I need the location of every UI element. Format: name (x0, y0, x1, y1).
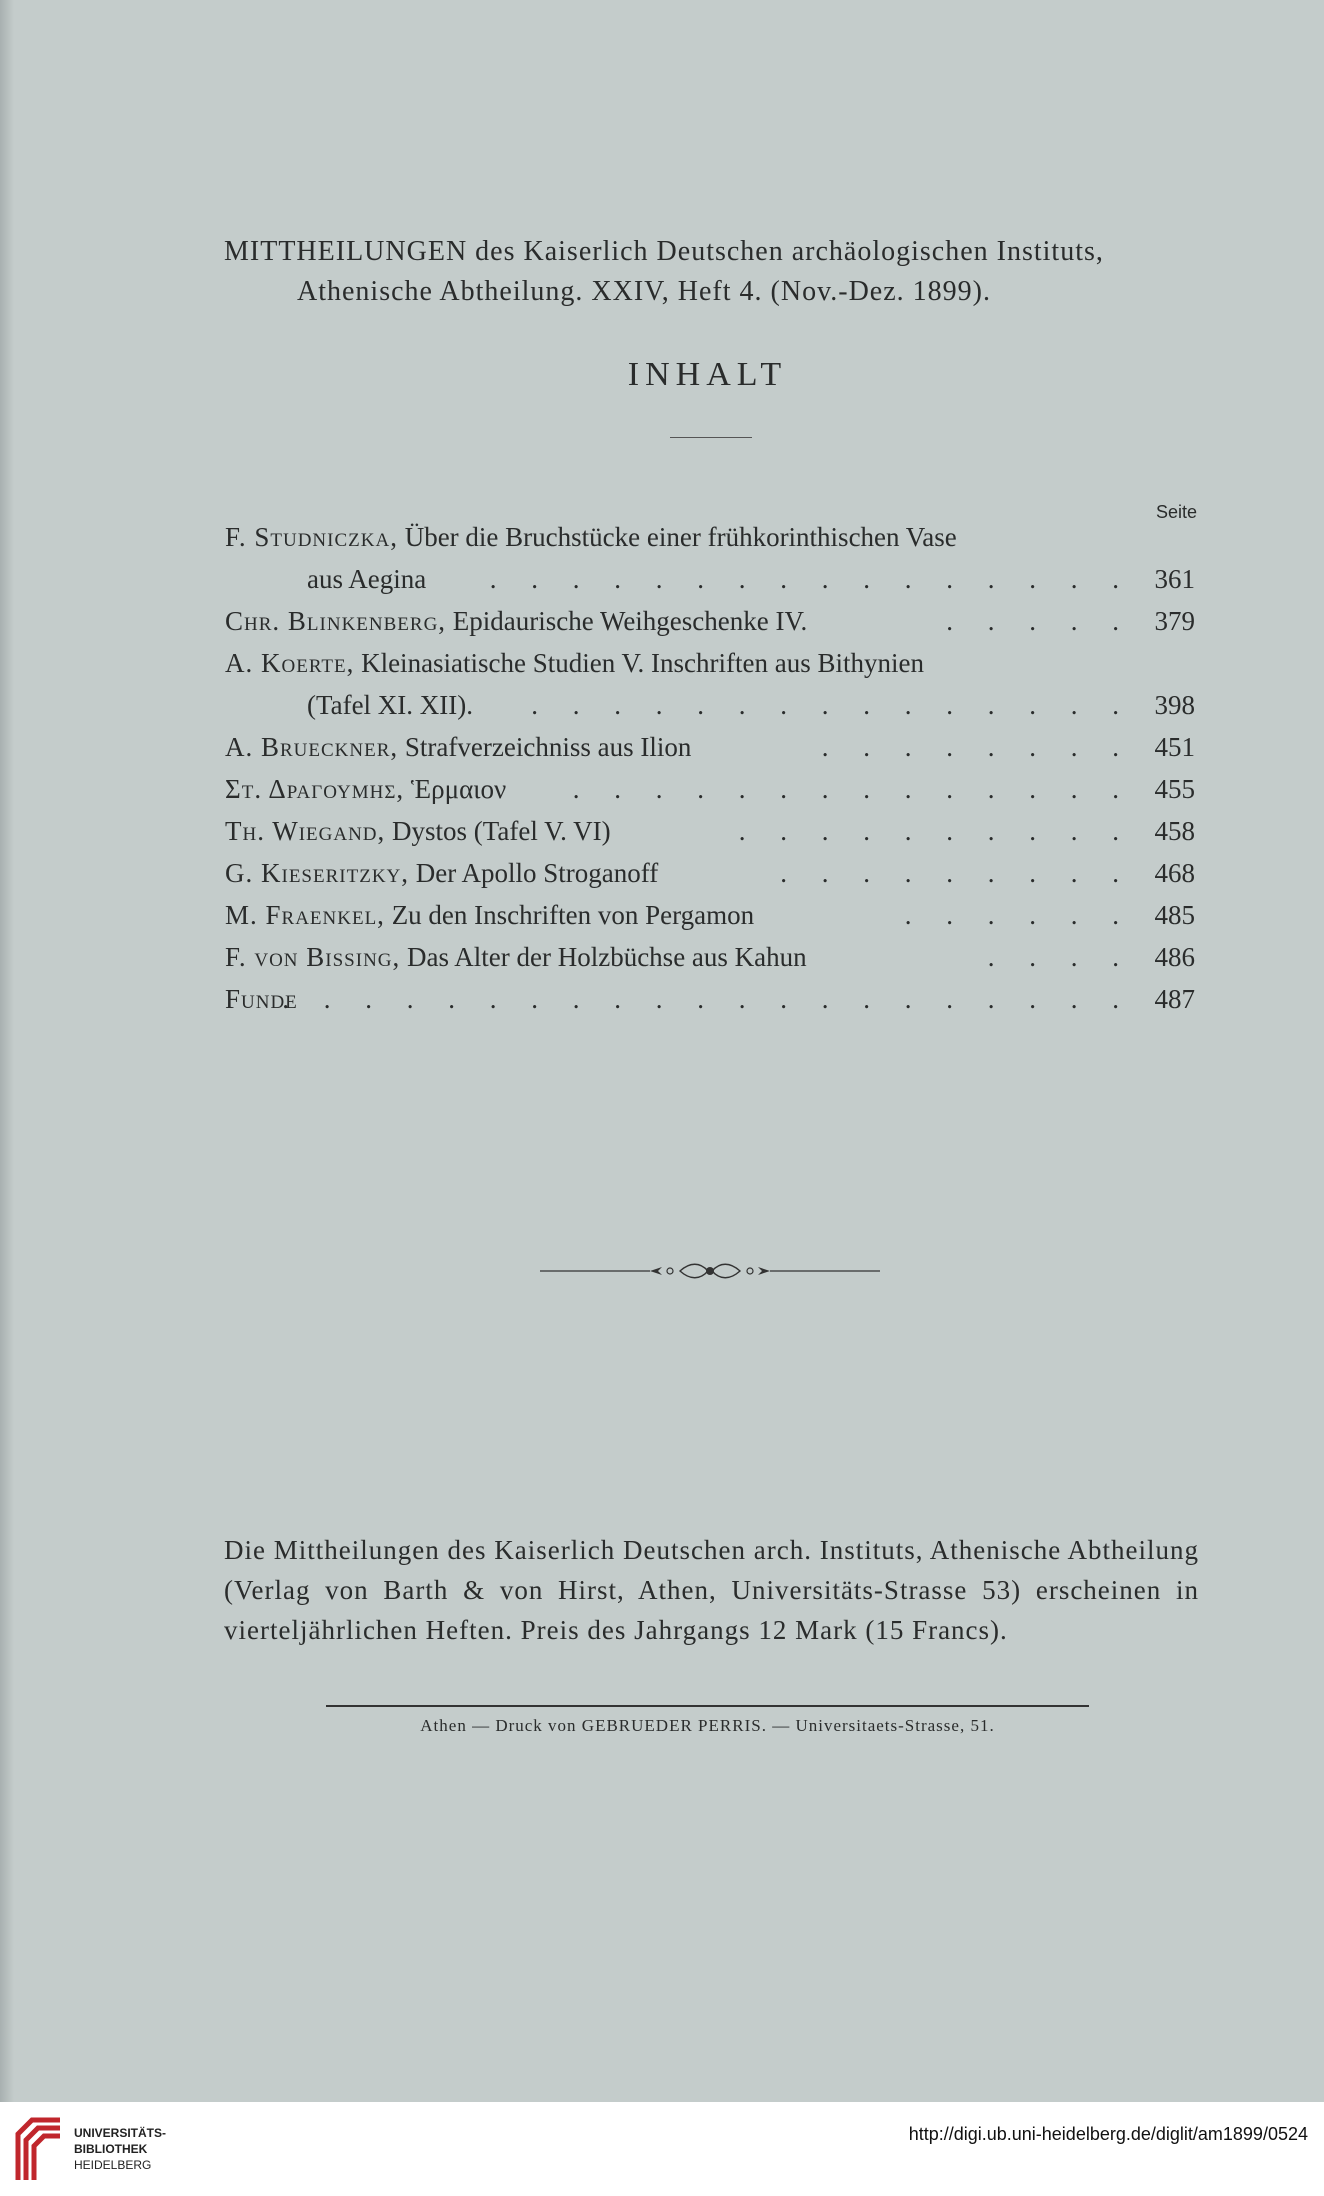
leader-dots: . . . . . (946, 606, 1133, 636)
leader-dots: . . . . . . . . . . (738, 816, 1133, 846)
title-rule (670, 437, 752, 438)
header-line-2: Athenische Abtheilung. XXIV, Heft 4. (Nov.-Dez. 1899). (297, 276, 991, 307)
header-line-1: MITTHEILUNGEN des Kaiserlich Deutschen archäologischen Instituts, (224, 236, 1104, 267)
toc-entry (225, 600, 1195, 642)
contents-title: INHALT (627, 356, 788, 393)
toc-title: Über die Bruchstücke einer frühkorinthischen Vase (397, 522, 957, 552)
toc-author: Funde (225, 984, 298, 1014)
publication-note: Die Mittheilungen des Kaiserlich Deutschen arch. Instituts, Athenische Abtheilung (Verlag von Barth & von Hirst, Athen, Universitäts-Strasse 53) erscheinen in vierteljährlichen Heften. Preis des Jahrgangs 12 Mark (15 Francs). (224, 1535, 1199, 1645)
toc-title: Das Alter der Holzbüchse aus Kahun (400, 942, 807, 972)
toc-author: Chr. Blinkenberg, (225, 606, 447, 636)
table-of-contents (225, 516, 1195, 1020)
toc-title: Zu den Inschriften von Pergamon (384, 900, 755, 930)
journal-header (224, 232, 1214, 312)
toc-title: Der Apollo Stroganoff (409, 858, 659, 888)
toc-page-number: 398 (1154, 690, 1195, 720)
toc-title: (Tafel XI. XII). (307, 690, 474, 720)
leader-dots: . . . . . . . . . (780, 858, 1133, 888)
toc-entry (225, 810, 1195, 852)
toc-entry (225, 642, 1195, 684)
toc-entry (225, 768, 1195, 810)
toc-entry (225, 726, 1195, 768)
toc-title: Kleinasiatische Studien V. Inschriften aus Bithynien (354, 648, 924, 678)
footer-rule (326, 1705, 1089, 1707)
printer-line: Athen — Druck von GEBRUEDER PERRIS. — Universitaets-Strasse, 51. (420, 1716, 995, 1735)
toc-page-number: 485 (1154, 900, 1195, 930)
leader-dots: . . . . . . . . . . . . . . . . . . . . . (282, 984, 1133, 1014)
toc-entry (225, 558, 1195, 600)
leader-dots: . . . . . . (904, 900, 1133, 930)
library-name (74, 2125, 166, 2173)
permalink-url[interactable]: http://digi.ub.uni-heidelberg.de/diglit/am1899/0524 (908, 2124, 1308, 2144)
toc-page-number: 451 (1154, 732, 1195, 762)
toc-author: M. Fraenkel, (225, 900, 385, 930)
toc-page-number: 468 (1154, 858, 1195, 888)
toc-entry (225, 936, 1195, 978)
toc-title: Strafverzeichniss aus Ilion (398, 732, 692, 762)
page-column-label: Seite (1156, 502, 1198, 522)
toc-entry (225, 978, 1195, 1020)
toc-title: Epidaurische Weihgeschenke IV. (446, 606, 808, 636)
toc-title: Ἑρμαιον (404, 774, 507, 804)
toc-author: Στ. Δραγουμης, (225, 774, 405, 804)
toc-page-number: 486 (1154, 942, 1195, 972)
toc-author: F. von Bissing, (225, 942, 401, 972)
toc-title: Dystos (Tafel V. VI) (385, 816, 611, 846)
toc-author: F. Studniczka, (225, 522, 398, 552)
toc-page-number: 458 (1154, 816, 1195, 846)
leader-dots: . . . . . . . . . . . . . . (572, 774, 1133, 804)
leader-dots: . . . . . . . . . . . . . . . . (489, 564, 1133, 594)
toc-author: A. Koerte, (225, 648, 355, 678)
toc-page-number: 487 (1154, 984, 1195, 1014)
library-name-line-2: BIBLIOTHEK (74, 2142, 148, 2156)
toc-page-number: 361 (1154, 564, 1195, 594)
toc-page-number: 455 (1154, 774, 1195, 804)
toc-author: G. Kieseritzky, (225, 858, 410, 888)
toc-entry (225, 516, 1195, 558)
ornament-divider (540, 1260, 880, 1282)
toc-title: aus Aegina (307, 564, 427, 594)
toc-author: Th. Wiegand, (225, 816, 386, 846)
toc-author: A. Brueckner, (225, 732, 399, 762)
leader-dots: . . . . . . . . (821, 732, 1133, 762)
library-logo-icon (12, 2114, 66, 2184)
viewer-footer-bar (0, 2102, 1324, 2196)
toc-entry (225, 852, 1195, 894)
leader-dots: . . . . . . . . . . . . . . . (531, 690, 1133, 720)
toc-page-number: 379 (1154, 606, 1195, 636)
toc-entry (225, 684, 1195, 726)
library-name-line-3: HEIDELBERG (74, 2158, 152, 2172)
leader-dots: . . . . (987, 942, 1133, 972)
library-name-line-1: UNIVERSITÄTS- (74, 2126, 167, 2140)
page-spine-shadow (0, 0, 14, 2102)
toc-entry (225, 894, 1195, 936)
